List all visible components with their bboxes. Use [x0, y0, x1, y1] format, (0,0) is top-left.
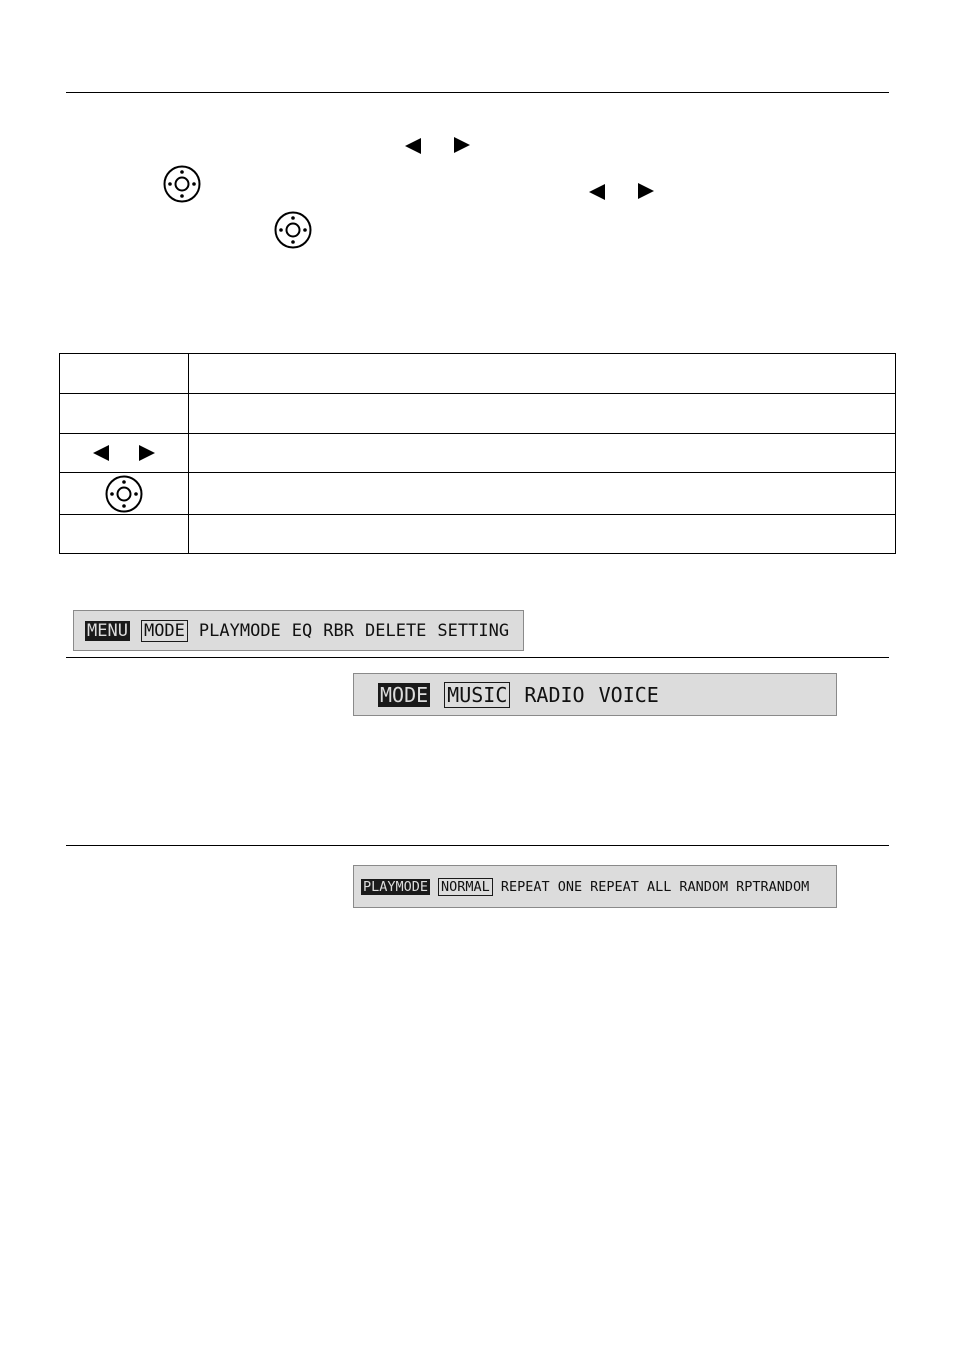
lcd-highlighted-item: MENU	[87, 620, 128, 641]
lcd-selected-item: MODE	[141, 620, 188, 642]
lcd-main-menu	[73, 610, 524, 651]
key-function-table	[59, 353, 896, 554]
lcd-menu-item: DELETE	[365, 620, 427, 641]
right-arrow-icon	[638, 183, 654, 199]
section-divider	[66, 845, 889, 846]
lcd-selected-item: MUSIC	[444, 682, 510, 708]
table-row	[60, 394, 896, 434]
left-arrow-icon	[405, 138, 421, 154]
table-cell-key	[60, 473, 189, 515]
table-row	[60, 354, 896, 394]
joystick-button-icon	[60, 475, 188, 513]
lcd-selected-item: NORMAL	[438, 878, 493, 896]
top-divider	[66, 92, 889, 93]
lcd-mode-menu	[353, 673, 837, 716]
table-row	[60, 473, 896, 515]
lcd-playmode-menu	[353, 865, 837, 908]
table-cell-function	[189, 434, 896, 473]
lcd-menu-item: EQ	[291, 620, 313, 641]
table-cell-key	[60, 434, 189, 473]
left-arrow-icon	[589, 184, 605, 200]
table-row	[60, 434, 896, 473]
lcd-highlighted-item: PLAYMODE	[363, 878, 429, 895]
lcd-menu-item: RADIO	[524, 682, 585, 707]
table-cell-key	[60, 515, 189, 554]
table-cell-function	[189, 354, 896, 394]
lcd-menu-item: PLAYMODE	[198, 620, 281, 641]
section-divider	[66, 657, 889, 658]
joystick-button-icon	[274, 211, 312, 249]
right-arrow-icon	[454, 137, 470, 153]
lcd-menu-item: RANDOM	[679, 878, 729, 895]
table-cell-key	[60, 394, 189, 434]
lcd-menu-item: RBR	[323, 620, 354, 641]
lcd-menu-item: VOICE	[598, 682, 659, 707]
lcd-highlighted-item: MODE	[380, 682, 429, 707]
lcd-menu-item: REPEAT ALL	[590, 878, 672, 895]
table-cell-function	[189, 394, 896, 434]
joystick-button-icon	[163, 165, 201, 203]
left-arrow-icon	[93, 445, 109, 461]
table-row	[60, 515, 896, 554]
table-cell-function	[189, 473, 896, 515]
lcd-menu-item: RPTRANDOM	[736, 878, 810, 895]
lcd-menu-item: REPEAT ONE	[500, 878, 583, 895]
lcd-menu-item: SETTING	[437, 620, 510, 641]
table-cell-function	[189, 515, 896, 554]
right-arrow-icon	[139, 445, 155, 461]
table-cell-key	[60, 354, 189, 394]
